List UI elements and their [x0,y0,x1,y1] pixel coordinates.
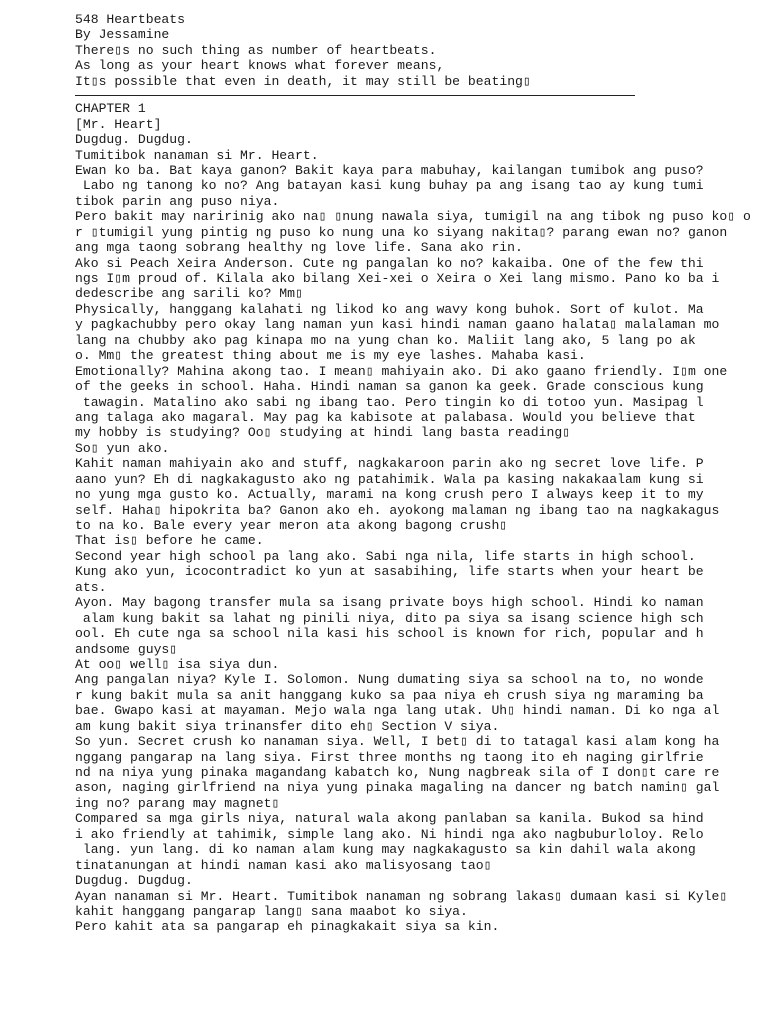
text-line: alam kung bakit sa lahat ng pinili niya, dito pa siya sa isang science high sch [75,610,704,626]
text-line: Physically, hanggang kalahati ng likod ko ang wavy kong buhok. Sort of kulot. Ma [75,301,704,317]
text-line: So yun. Secret crush ko nanaman siya. Well, I bet▯ di to tatagal kasi alam kong ha [75,734,720,750]
text-line: andsome guys▯ [75,641,178,657]
text-line: Kahit naman mahiyain ako and stuff, nagkakaroon parin ako ng secret love life. P [75,456,704,472]
book-title: 548 Heartbeats [75,12,186,27]
text-line: tibok parin ang puso niya. [75,193,280,209]
text-line: ason, naging girlfriend na niya yung pinaka magaling na dancer ng batch namin▯ gal [75,780,720,796]
text-line: Ewan ko ba. Bat kaya ganon? Bakit kaya para mabuhay, kailangan tumibok ang puso? [75,162,704,178]
chapter-subtitle: [Mr. Heart] [75,116,162,132]
text-line: my hobby is studying? Oo▯ studying at hindi lang basta reading▯ [75,425,571,441]
text-line: r ▯tumigil yung pintig ng puso ko nung una ko siyang nakita▯? parang ewan no? ganon [75,224,728,240]
text-line: Dugdug. Dugdug. [75,873,193,889]
text-line: r kung bakit mula sa anit hanggang kuko sa paa niya eh crush siya ng maraming ba [75,687,704,703]
epigraph-line: As long as your heart knows what forever means, [75,58,445,74]
chapter-body [75,101,755,935]
text-line: of the geeks in school. Haha. Hindi naman sa ganon ka geek. Grade conscious kung [75,379,704,395]
text-line: Labo ng tanong ko no? Ang batayan kasi kung buhay pa ang isang tao ay kung tumi [75,178,704,194]
text-line: am kung bakit siya trinansfer dito eh▯ Section V siya. [75,718,500,734]
text-line: ang mga taong sobrang healthy ng love life. Sana ako rin. [75,240,523,256]
text-line: lang. yun lang. di ko naman alam kung may nagkakagusto sa kin dahil wala akong [75,842,696,858]
text-line: That is▯ before he came. [75,533,264,549]
text-line: dedescribe ang sarili ko? Mm▯ [75,286,303,302]
text-line: Compared sa mga girls niya, natural wala akong panlaban sa kanila. Bukod sa hind [75,811,704,827]
epigraph-line: There▯s no such thing as number of heartbeats. [75,42,437,58]
epigraph [75,43,755,89]
text-line: y pagkachubby pero okay lang naman yun kasi hindi naman gaano halata▯ malalaman mo [75,317,720,333]
text-line: ats. [75,579,107,595]
text-line: ing no? parang may magnet▯ [75,795,280,811]
horizontal-rule [75,95,635,96]
text-line: So▯ yun ako. [75,440,170,456]
text-line: Ang pangalan niya? Kyle I. Solomon. Nung dumating siya sa school na to, no wonde [75,672,704,688]
text-line: Pero kahit ata sa pangarap eh pinagkakait siya sa kin. [75,919,500,935]
text-line: tawagin. Matalino ako sabi ng ibang tao. Pero tingin ko di totoo yun. Masipag l [75,394,704,410]
text-line: Ayon. May bagong transfer mula sa isang private boys high school. Hindi ko naman [75,595,704,611]
chapter-heading: CHAPTER 1 [75,101,146,117]
text-line: Ayan nanaman si Mr. Heart. Tumitibok nanaman ng sobrang lakas▯ dumaan kasi si Kyle▯ [75,888,728,904]
text-line: bae. Gwapo kasi at mayaman. Mejo wala nga lang utak. Uh▯ hindi naman. Di ko nga al [75,703,720,719]
text-line: lang na chubby ako pag kinapa mo na yung chan ko. Maliit lang ako, 5 lang po ak [75,332,696,348]
text-line: kahit hanggang pangarap lang▯ sana maabot ko siya. [75,903,468,919]
text-line: to na ko. Bale every year meron ata akong bagong crush▯ [75,518,508,533]
text-line: nd na niya yung pinaka magandang kabatch ko, Nung nagbreak sila of I don▯t care re [75,765,720,780]
text-line: Tumitibok nanaman si Mr. Heart. [75,147,319,163]
author-byline: By Jessamine [75,27,170,43]
text-line: no yung mga gusto ko. Actually, marami na kong crush pero I always keep it to my [75,487,704,503]
text-line: Dugdug. Dugdug. [75,132,193,148]
text-line: Ako si Peach Xeira Anderson. Cute ng pangalan ko no? kakaiba. One of the few thi [75,255,704,271]
text-line: Kung ako yun, icocontradict ko yun at sasabihing, life starts when your heart be [75,564,704,580]
text-line: tinatanungan at hindi naman kasi ako malisyosang tao▯ [75,857,492,873]
text-line: self. Haha▯ hipokrita ba? Ganon ako eh. ayokong malaman ng ibang tao na nagkakagus [75,502,720,518]
text-line: Pero bakit may naririnig ako na▯ ▯nung nawala siya, tumigil na ang tibok ng puso ko▯ o [75,209,751,225]
document-page [75,12,755,935]
text-line: ngs I▯m proud of. Kilala ako bilang Xei-xei o Xeira o Xei lang mismo. Pano ko ba i [75,271,720,286]
text-line: o. Mm▯ the greatest thing about me is my eye lashes. Mahaba kasi. [75,348,586,364]
text-line: ang talaga ako magaral. May pag ka kabisote at palabasa. Would you believe that [75,409,696,425]
text-line: i ako friendly at tahimik, simple lang ako. Ni hindi nga ako nagbuburloloy. Relo [75,826,704,842]
text-line: At oo▯ well▯ isa siya dun. [75,656,280,672]
text-line: Emotionally? Mahina akong tao. I mean▯ mahiyain ako. Di ako gaano friendly. I▯m one [75,363,728,379]
text-line: aano yun? Eh di nagkakagusto ako ng patahimik. Wala pa kasing nakakaalam kung si [75,471,704,487]
text-line: Second year high school pa lang ako. Sabi nga nila, life starts in high school. [75,548,696,564]
epigraph-line: It▯s possible that even in death, it may still be beating▯ [75,73,531,89]
text-line: nggang pangarap na lang siya. First three months ng taong ito eh naging girlfrie [75,749,704,765]
text-line: ool. Eh cute nga sa school nila kasi his school is known for rich, popular and h [75,626,704,642]
